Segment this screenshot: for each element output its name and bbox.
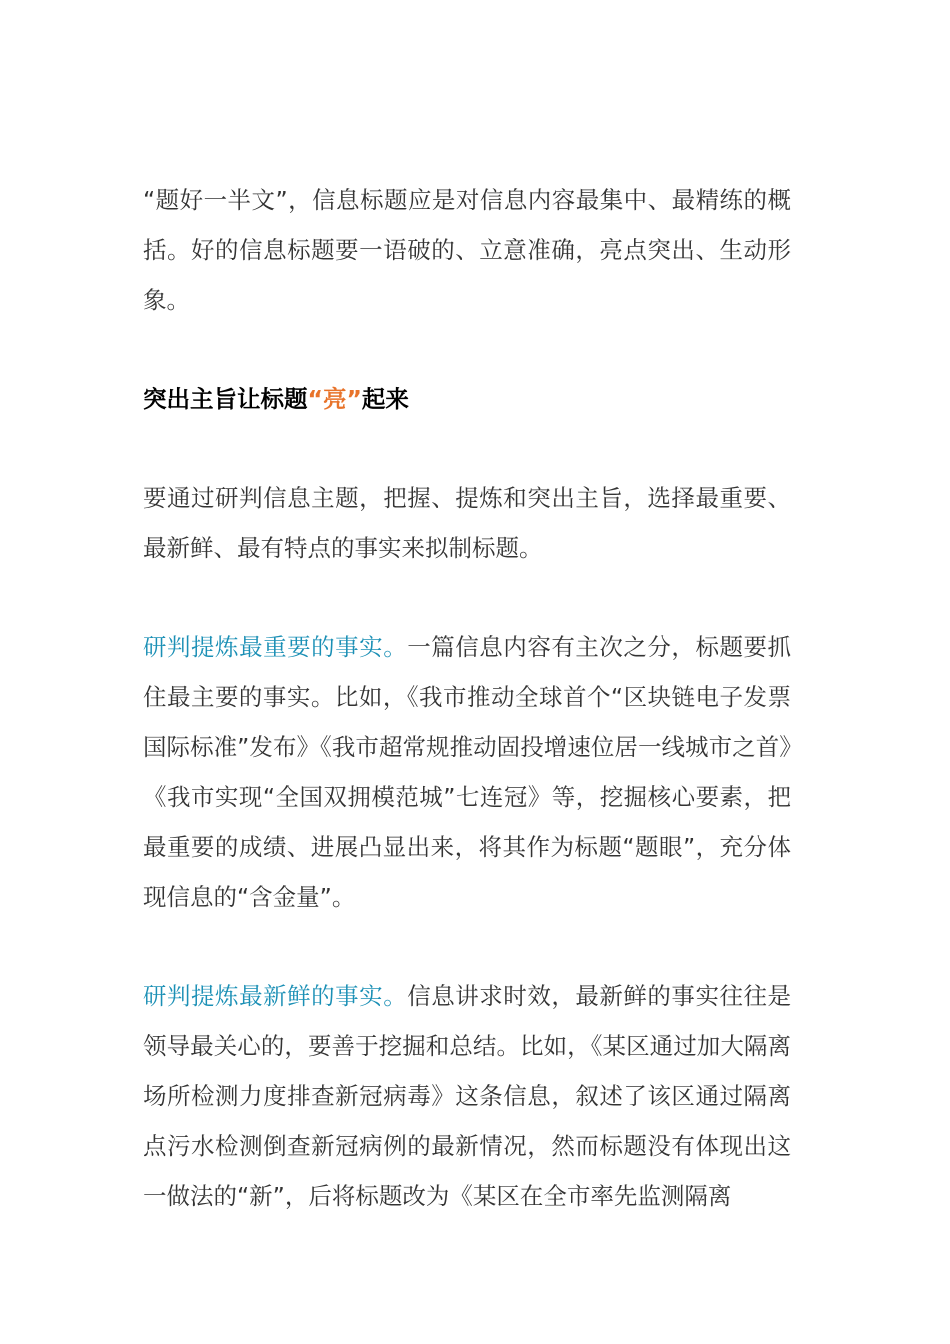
point-2-lead: 研判提炼最新鲜的事实。 [143, 982, 408, 1010]
intro-paragraph: “题好一半文”，信息标题应是对信息内容最集中、最精练的概括。好的信息标题要一语破的、立意准确，亮点突出、生动形象。 [143, 186, 791, 314]
section-heading-after: 起来 [361, 385, 409, 413]
section-heading-before: 突出主旨让标题 [143, 385, 308, 413]
point-1-paragraph [143, 622, 791, 922]
article-body [143, 175, 791, 1221]
point-1-body: 一篇信息内容有主次之分，标题要抓住最主要的事实。比如，《我市推动全球首个“区块链电子发票国际标准”发布》《我市超常规推动固投增速位居一线城市之首》《我市实现“全国双拥模范城”七连冠》等，挖掘核心要素，把最重要的成绩、进展凸显出来，将其作为标题“题眼”，充分体现信息的“含金量”。 [143, 633, 792, 911]
point-2-paragraph [143, 971, 791, 1221]
point-1-lead: 研判提炼最重要的事实。 [143, 633, 408, 661]
section-intro-paragraph: 要通过研判信息主题，把握、提炼和突出主旨，选择最重要、最新鲜、最有特点的事实来拟制标题。 [143, 484, 791, 562]
point-2-body: 信息讲求时效，最新鲜的事实往往是领导最关心的，要善于挖掘和总结。比如，《某区通过加大隔离场所检测力度排查新冠病毒》这条信息，叙述了该区通过隔离点污水检测倒查新冠病例的最新情况，然而标题没有体现出这一做法的“新”，后将标题改为《某区在全市率先监测隔离 [143, 982, 792, 1210]
section-heading-accent: “亮” [307, 385, 362, 413]
section-heading [143, 374, 791, 424]
